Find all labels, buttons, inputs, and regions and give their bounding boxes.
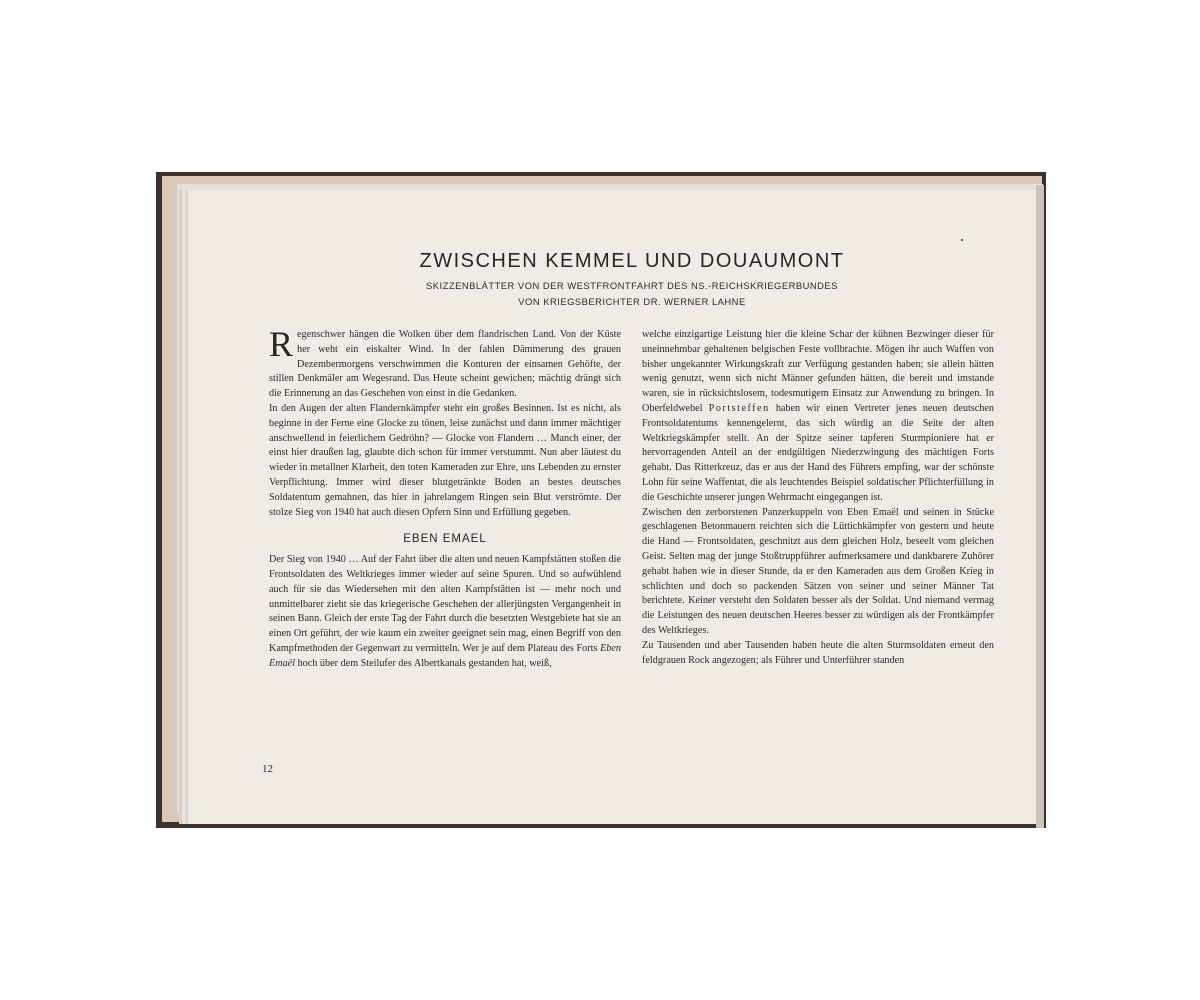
speck [961,239,963,241]
paragraph-eben-emael-text-1: Der Sieg von 1940 … Auf der Fahrt über die alten und neuen Kampfstätten stoßen die Frontsoldaten des Weltkrieges immer wieder auf seine Spuren. Und so aufwühlend auch für sie das Wiedersehen mit den alten Kampfstätten ist — mehr noch und unmittelbarer zieht sie das kriegerische Geschehen der allerjüngsten Vergangenheit in seinen Bann. Gleich der erste Tag der Fahrt durch die besetzten Westgebiete hat sie an einen Ort geführt, der wie kaum ein zweiter geeignet sein mag, einen Begriff von den Kampfmethoden der Gegenwart zu vermitteln. Wer je auf dem Plateau des Forts [269,554,621,654]
paragraph-intro [269,324,621,402]
paragraph-panzerkuppeln: Zwischen den zerborstenen Panzerkuppeln von Eben Emaël und seinen in Stücke geschlagenen Betonmauern reichten sich die Lüttichkämpfer von gestern und heute die Hand — Frontsoldaten, geschnitzt aus dem gleichen Holz, beseelt vom gleichen Geist. Selten mag der junge Stoßtruppführer aufmerksamere und dankbarere Zuhörer gehabt haben wie in dieser Stunde, da er den Kameraden aus dem Großen Krieg in schlichten und doch so packenden Sätzen von seiner und seiner Männer Tat berichtete. Keiner versteht den Soldaten besser als der Soldat. Und niemand vermag die Leistungen des neuen deutschen Heeres besser zu würdigen als der Frontkämpfer des Weltkrieges. [642,506,994,636]
drop-cap: R [269,324,294,364]
paragraph-flandern: In den Augen der alten Flandernkämpfer steht ein großes Besinnen. Ist es nicht, als beginne in der Ferne eine Glocke zu tönen, leise zunächst und dann immer mächtiger anschwellend in feierlichem Gedröhn? — Glocke von Flandern … Manch einer, der einst hier draußen lag, glaubte dich schon für immer verstummt. Nun aber läutest du wieder in metallner Klarheit, den toten Kameraden zur Ehre, uns Lebenden zu ernster Verpflichtung. Immer wird dieser blutgetränkte Boden an bestes deutsches Soldatentum gemahnen, das hier in jahrelangem Ringen sein Blut verströmte. Der stolze Sieg von 1940 hat auch diesen Opfern Sinn und Erfüllung gegeben. [269,402,621,518]
spaced-name: Portsteffen [708,402,770,414]
paragraph-leistung-text-1: welche einzigartige Leistung hier die kleine Schar der kühnen Bezwinger dieser für uneinnehmbar gehaltenen belgischen Feste vollbrachte. Mögen ihr auch Waffen von bisher ungekannter Wirkungskraft zur Verfügung gestanden haben; sie allein hätten wenig genutzt, wenn sich nicht Männer gefunden hätten, die bereit und imstande waren, sie in rücksichtslosem, todesmutigem Einsatz zur Anwendung zu bringen. In Oberfeldwebel [642,329,994,414]
left-column [269,324,621,672]
paragraph-tausenden: Zu Tausenden und aber Tausenden haben heute die alten Sturmsoldaten erneut den feldgrauen Rock angezogen; als Führer und Unterführer standen [642,639,994,666]
subtitle-line-2: VON KRIEGSBERICHTER DR. WERNER LAHNE [518,296,746,307]
paragraph-eben-emael-text-2: hoch über dem Steilufer des Albertkanals gestanden hat, weiß, [295,657,552,669]
page-title: ZWISCHEN KEMMEL UND DOUAUMONT [419,250,845,272]
section-heading: EBEN EMAEL [403,533,487,546]
paragraph-intro-text: egenschwer hängen die Wolken über dem flandrischen Land. Von der Küste her weht ein eiskalter Wind. In der fahlen Dämmerung des grauen Dezembermorgens verschwimmen die Konturen der einsamen Gehöfte, der stillen Denkmäler am Wegesrand. Das Heute scheint gewichen; mächtig drängt sich die Erinnerung an das Geschehen von einst in die Gedanken. [269,329,621,400]
right-column [642,328,994,668]
page-number: 12 [262,763,273,775]
italic-place-name: Eben Emaël [269,642,621,669]
subtitle-line-1: SKIZZENBLÄTTER VON DER WESTFRONTFAHRT DES NS.-REICHSKRIEGERBUNDES [426,280,838,291]
paragraph-leistung [642,328,994,506]
paragraph-eben-emael [269,553,621,671]
paragraph-leistung-text-2: haben wir einen Vertreter jenes neuen deutschen Frontsoldatentums kennengelernt, das sich würdig an die Seite der alten Weltkriegskämpfer stellt. An der Spitze seiner tapferen Sturmpioniere hat er hervorragenden Anteil an der endgültigen Niederzwingung des mächtigen Forts gehabt. Das Ritterkreuz, das er aus der Hand des Führers empfing, war der schönste Lohn für seine Waffentat, die als leuchtendes Beispiel soldatischer Pflichterfüllung in die Geschichte unserer jungen Wehrmacht eingegangen ist. [642,402,995,503]
